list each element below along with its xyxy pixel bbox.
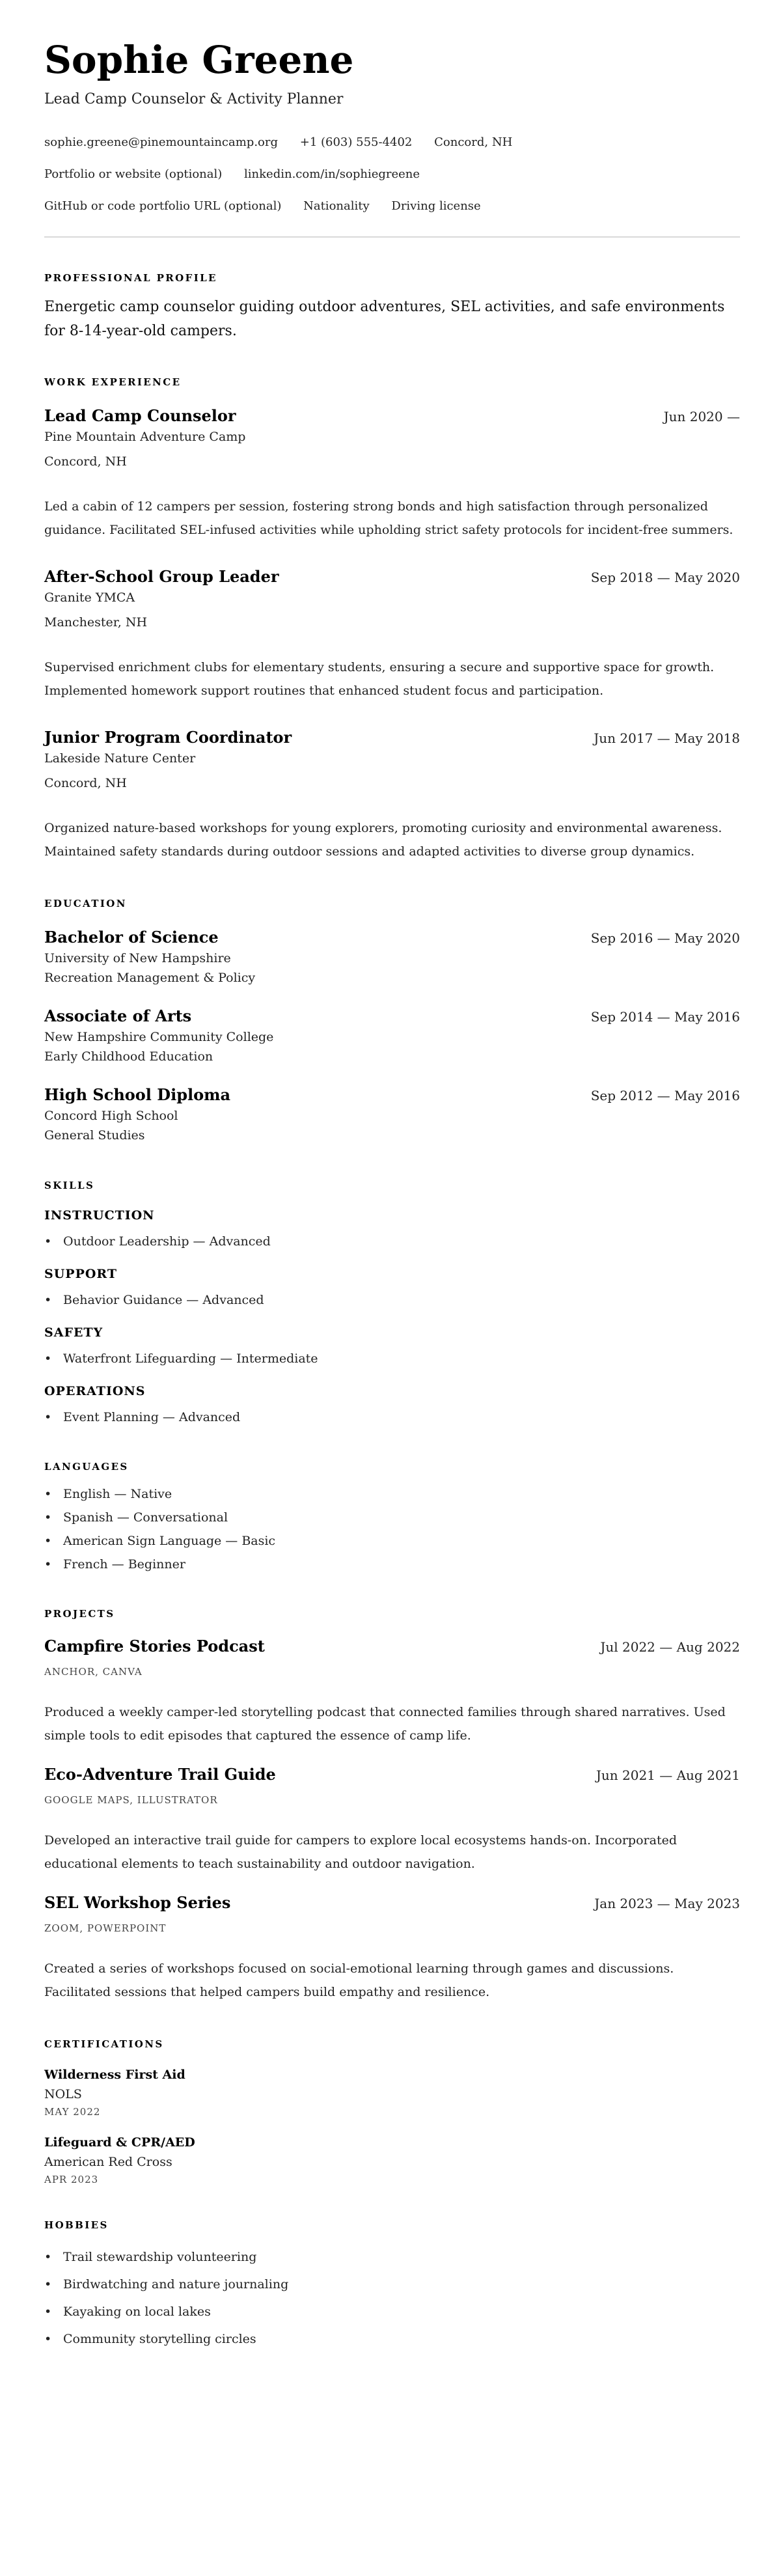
job-dates: Jun 2020 —	[663, 409, 740, 424]
hobby-item: • Community storytelling circles	[44, 2325, 740, 2353]
entry-header	[44, 1085, 740, 1106]
proj-entries	[44, 1636, 740, 2004]
project-description: Produced a weekly camper-led storytelling podcast that connected families through shared narratives. Used simple tools to edit episodes that captured the essence of camp life.	[44, 1705, 726, 1743]
school-name: New Hampshire Community College	[44, 1030, 274, 1044]
section-title: EDUCATION	[44, 898, 127, 909]
section-title: HOBBIES	[44, 2219, 109, 2231]
experience-entry	[44, 566, 740, 702]
project-name: Campfire Stories Podcast	[44, 1637, 265, 1655]
project-dates: Jul 2022 — Aug 2022	[600, 1639, 740, 1655]
project-entry	[44, 1636, 740, 1747]
school-name: University of New Hampshire	[44, 951, 231, 965]
education-section	[44, 897, 740, 1145]
contact-nationality: Nationality	[303, 199, 370, 213]
field-of-study: Early Childhood Education	[44, 1049, 213, 1064]
degree-name: Associate of Arts	[44, 1006, 192, 1025]
job-description: Organized nature-based workshops for young explorers, promoting curiosity and environmental awareness. Maintained safety standards during outdoor sessions and adapted activities to diverse group dynamics.	[44, 821, 722, 859]
certification-date: MAY 2022	[44, 2106, 101, 2118]
contact-portfolio[interactable]: Portfolio or website (optional)	[44, 167, 223, 181]
edu-entries	[44, 927, 740, 1145]
project-dates: Jun 2021 — Aug 2021	[596, 1767, 740, 1783]
exp-entries	[44, 406, 740, 863]
language-item: • English — Native	[44, 1482, 740, 1506]
skill-list	[44, 1288, 740, 1312]
entry-header	[44, 727, 740, 749]
skill-category: INSTRUCTION	[44, 1208, 155, 1223]
contact-row	[44, 190, 740, 222]
education-dates: Sep 2012 — May 2016	[590, 1088, 740, 1103]
contact-info	[44, 126, 740, 222]
experience-section	[44, 376, 740, 863]
skill-list	[44, 1406, 740, 1429]
languages-section	[44, 1460, 740, 1576]
field-of-study: Recreation Management & Policy	[44, 971, 256, 985]
language-item: • Spanish — Conversational	[44, 1506, 740, 1529]
education-entry	[44, 927, 740, 988]
header-divider	[44, 236, 740, 238]
language-item: • American Sign Language — Basic	[44, 1529, 740, 1553]
skill-category: OPERATIONS	[44, 1384, 146, 1398]
entry-header	[44, 406, 740, 427]
job-dates: Jun 2017 — May 2018	[594, 730, 740, 746]
language-list	[44, 1482, 740, 1576]
skill-list	[44, 1347, 740, 1370]
project-tech: GOOGLE MAPS, ILLUSTRATOR	[44, 1794, 218, 1806]
degree-name: High School Diploma	[44, 1085, 231, 1104]
education-dates: Sep 2014 — May 2016	[590, 1009, 740, 1025]
entry-header	[44, 566, 740, 588]
entry-header	[44, 927, 740, 949]
section-title: WORK EXPERIENCE	[44, 376, 182, 388]
project-description: Developed an interactive trail guide for campers to explore local ecosystems hands-on. Incorporated educational elements to teach sustainability and outdoor navigation.	[44, 1833, 677, 1871]
job-description: Led a cabin of 12 campers per session, fostering strong bonds and high satisfaction through personalized guidance. Facilitated SEL-infused activities while upholding strict safety protocols for incident-free summers.	[44, 499, 733, 537]
candidate-headline: Lead Camp Counselor & Activity Planner	[44, 91, 344, 107]
certification-entry	[44, 2133, 740, 2187]
project-tech: ANCHOR, CANVA	[44, 1666, 143, 1678]
education-entry	[44, 1006, 740, 1066]
resume-header	[44, 36, 740, 222]
candidate-name: Sophie Greene	[44, 38, 354, 82]
contact-github[interactable]: GitHub or code portfolio URL (optional)	[44, 199, 282, 213]
school-name: Concord High School	[44, 1109, 178, 1123]
skill-group	[44, 1382, 740, 1429]
project-name: Eco-Adventure Trail Guide	[44, 1765, 276, 1784]
profile-summary: Energetic camp counselor guiding outdoor adventures, SEL activities, and safe environments for 8-14-year-old campers.	[44, 299, 725, 339]
section-title: PROJECTS	[44, 1608, 115, 1620]
certification-name: Lifeguard & CPR/AED	[44, 2135, 195, 2150]
field-of-study: General Studies	[44, 1128, 145, 1143]
project-description: Created a series of workshops focused on social-emotional learning through games and discussions. Facilitated sessions that helped campers build empathy and resilience.	[44, 1961, 674, 1999]
certification-issuer: American Red Cross	[44, 2155, 172, 2169]
job-location: Manchester, NH	[44, 615, 148, 630]
job-dates: Sep 2018 — May 2020	[590, 570, 740, 585]
cert-entries	[44, 2065, 740, 2187]
hobby-list	[44, 2243, 740, 2353]
contact-phone: +1 (603) 555-4402	[299, 135, 413, 149]
experience-entry	[44, 406, 740, 542]
language-item: • French — Beginner	[44, 1553, 740, 1576]
skill-group	[44, 1206, 740, 1253]
section-title: CERTIFICATIONS	[44, 2038, 164, 2050]
skill-item: • Waterfront Lifeguarding — Intermediate	[44, 1347, 740, 1370]
job-title: After-School Group Leader	[44, 567, 279, 586]
skill-item: • Outdoor Leadership — Advanced	[44, 1230, 740, 1253]
hobby-item: • Kayaking on local lakes	[44, 2298, 740, 2325]
projects-section	[44, 1607, 740, 2004]
entry-header	[44, 1764, 740, 1786]
experience-entry	[44, 727, 740, 863]
project-name: SEL Workshop Series	[44, 1893, 231, 1912]
skill-category: SAFETY	[44, 1325, 103, 1340]
entry-header	[44, 1006, 740, 1027]
hobby-item: • Birdwatching and nature journaling	[44, 2271, 740, 2298]
section-title: PROFESSIONAL PROFILE	[44, 272, 217, 284]
skill-category: SUPPORT	[44, 1267, 118, 1281]
contact-email[interactable]: sophie.greene@pinemountaincamp.org	[44, 135, 279, 149]
employer-name: Granite YMCA	[44, 590, 135, 605]
job-title: Lead Camp Counselor	[44, 406, 236, 425]
skills-section	[44, 1179, 740, 1429]
skill-list	[44, 1230, 740, 1253]
contact-linkedin[interactable]: linkedin.com/in/sophiegreene	[244, 167, 420, 181]
skill-group	[44, 1265, 740, 1312]
contact-location: Concord, NH	[434, 135, 513, 149]
project-entry	[44, 1892, 740, 2004]
skills-entries	[44, 1206, 740, 1429]
certification-date: APR 2023	[44, 2174, 99, 2185]
job-location: Concord, NH	[44, 776, 127, 790]
project-entry	[44, 1764, 740, 1876]
skill-item: • Event Planning — Advanced	[44, 1406, 740, 1429]
certification-name: Wilderness First Aid	[44, 2068, 185, 2082]
skill-group	[44, 1323, 740, 1370]
job-description: Supervised enrichment clubs for elementary students, ensuring a secure and supportive space for growth. Implemented homework support routines that enhanced student focus and participation.	[44, 660, 715, 698]
entry-header	[44, 1636, 740, 1657]
contact-row	[44, 126, 740, 158]
degree-name: Bachelor of Science	[44, 928, 219, 947]
hobbies-section	[44, 2219, 740, 2353]
project-dates: Jan 2023 — May 2023	[594, 1896, 740, 1911]
contact-driving-license: Driving license	[391, 199, 481, 213]
project-tech: ZOOM, POWERPOINT	[44, 1922, 167, 1934]
employer-name: Pine Mountain Adventure Camp	[44, 430, 246, 444]
certifications-section	[44, 2038, 740, 2187]
section-title: LANGUAGES	[44, 1461, 129, 1473]
job-title: Junior Program Coordinator	[44, 728, 292, 747]
section-title: SKILLS	[44, 1180, 95, 1191]
contact-row	[44, 158, 740, 190]
certification-entry	[44, 2065, 740, 2120]
job-location: Concord, NH	[44, 454, 127, 469]
employer-name: Lakeside Nature Center	[44, 751, 196, 766]
hobby-item: • Trail stewardship volunteering	[44, 2243, 740, 2271]
profile-section	[44, 271, 740, 343]
entry-header	[44, 1892, 740, 1914]
certification-issuer: NOLS	[44, 2087, 82, 2101]
education-dates: Sep 2016 — May 2020	[590, 930, 740, 946]
skill-item: • Behavior Guidance — Advanced	[44, 1288, 740, 1312]
education-entry	[44, 1085, 740, 1145]
